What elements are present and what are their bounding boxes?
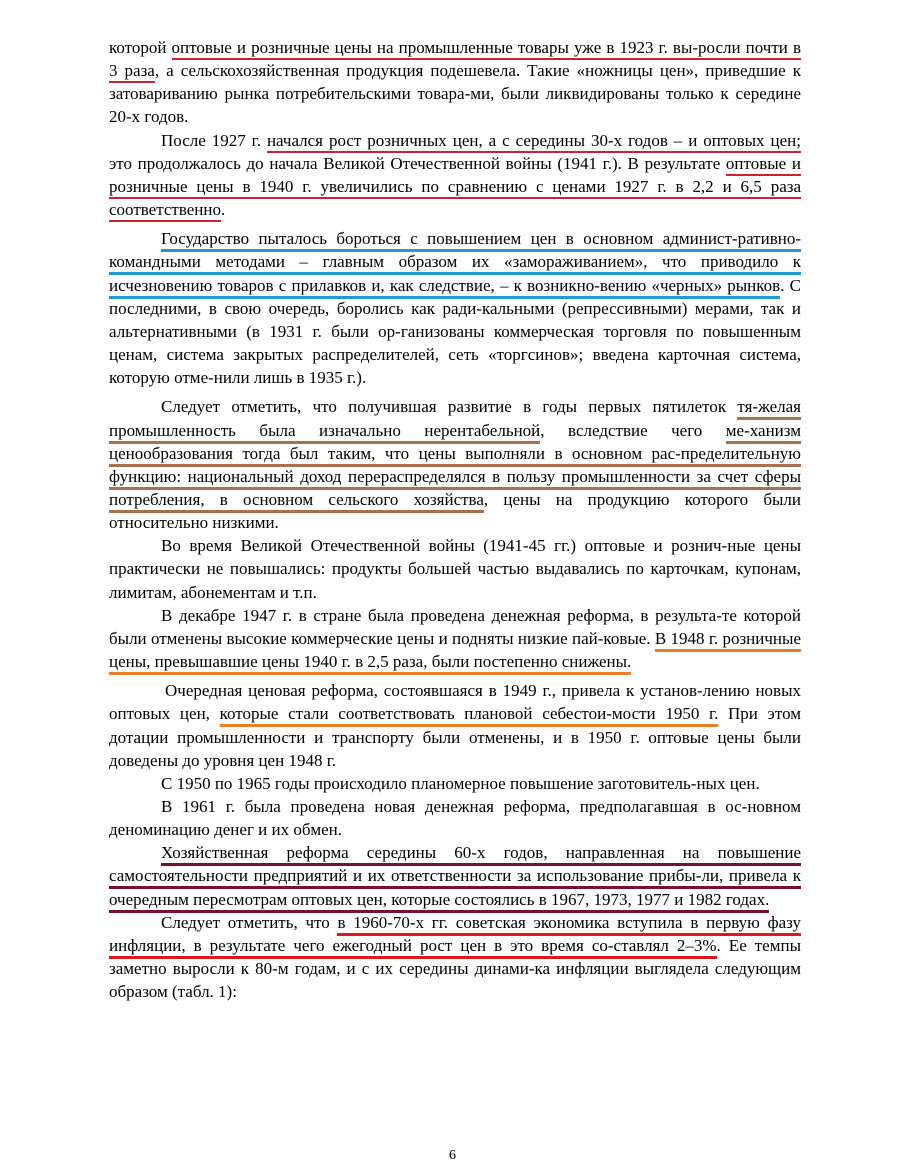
underlined-phrase: оптовые и розничные цены в 1940 г. увеличились по сравнению с ценами 1927 г. в 2,2 и 6,5 раза соответственно xyxy=(109,154,801,222)
text-run: Во время Великой Отечественной войны (1941-45 гг.) оптовые и рознич-ные цены практически не повышались: продукты большей частью выдавались по карточкам, купонам, лимитам, абонементам и т.п. xyxy=(109,536,801,602)
text-run: . С последними, в свою очередь, боролись как ради-кальными (репрессивными) мерами, так и альтернативными (в 1931 г. были ор-ганизованы коммерческая торговля по повышенным ценам, система закрытых распределителей, сеть «торгсинов»; введена карточная система, которую отме-нили лишь в 1935 г.). xyxy=(109,275,801,388)
text-run: В декабре 1947 г. в стране была проведена денежная реформа, в результа-те которой были отменены высокие коммерческие цены и подняты низкие пай-ковые. xyxy=(109,605,801,648)
paragraph-p1 xyxy=(109,36,801,129)
text-run: которой xyxy=(109,38,172,57)
text-run: После 1927 г. xyxy=(161,130,267,150)
paragraph-p11 xyxy=(109,911,801,1004)
paragraph-p9 xyxy=(109,795,801,841)
text-run: При этом дотации промышленности и транспорту были отменены, и в 1950 г. оптовые цены были доведены до уровня цен 1948 г. xyxy=(109,704,801,770)
underlined-phrase: оптовые и розничные цены на промышленные товары уже в 1923 г. вы-росли почти в 3 раза xyxy=(109,38,801,83)
underlined-phrase: в 1960-70-х гг. советская экономика вступила в первую фазу инфляции, в результате чего ежегодный рост цен в это время со-ставлял 2–3% xyxy=(109,913,801,959)
text-run: С 1950 по 1965 годы происходило планомерное повышение заготовитель-ных цен. xyxy=(161,773,760,793)
underlined-phrase: В 1948 г. розничные цены, превышавшие цены 1940 г. в 2,5 раза, были постепенно снижены. xyxy=(109,629,801,675)
paragraph-p4 xyxy=(109,395,801,534)
text-run: . xyxy=(221,200,226,220)
paragraph-p8 xyxy=(109,772,801,795)
underlined-phrase: которые стали соответствовать плановой себестои-мости 1950 г. xyxy=(220,704,719,727)
text-run: , вследствие чего xyxy=(540,420,726,440)
underlined-phrase: начался рост розничных цен, а с середины 30-х годов – и оптовых цен; xyxy=(267,131,801,153)
underlined-phrase: Государство пыталось бороться с повышением цен в основном админист-ративно-командными методами – главным образом их «замораживанием», что приводило к исчезновению товаров с прилавков и, как следствие, – к возникно-вению «черных» рынков xyxy=(109,229,801,298)
text-run: это продолжалось до начала Великой Отечественной войны (1941 г.). В результате xyxy=(109,153,726,173)
paragraph-p10 xyxy=(109,841,801,910)
text-run: , а сельскохозяйственная продукция подешевела. Такие «ножницы цен», приведшие к затовариванию рынка потребительскими товара-ми, были ликвидированы только к середине 20-х годов. xyxy=(109,61,801,127)
paragraph-p5 xyxy=(109,534,801,603)
text-run: , цены на продукцию которого были относительно низкими. xyxy=(109,489,802,533)
text-run: Следует отметить, что получившая развитие в годы первых пятилеток xyxy=(161,397,738,417)
paragraph-p2 xyxy=(109,129,801,222)
text-run: Очередная ценовая реформа, состоявшаяся в 1949 г., привела к установ-лению новых оптовых цен, xyxy=(109,681,801,724)
underlined-phrase: Хозяйственная реформа середины 60-х годов, направленная на повышение самостоятельности предприятий и их ответственности за использование прибы-ли, привела к очередным пересмотрам оптовых цен, которые состоялись в 1967, 1973, 1977 и 1982 годах. xyxy=(109,843,801,912)
page-number: 6 xyxy=(449,1148,456,1163)
paragraph-p3 xyxy=(109,227,801,389)
paragraph-p6 xyxy=(109,604,801,673)
paragraph-p7 xyxy=(109,679,801,772)
text-run: . Ее темпы заметно выросли к 80-м годам, и с их середины динами-ка инфляции выглядела следующим образом (табл. 1): xyxy=(109,935,802,1002)
underlined-phrase: тя-желая промышленность была изначально нерентабельной xyxy=(109,397,801,443)
underlined-phrase: ме-ханизм ценообразования тогда был таким, что цены выполняли в основном рас-пределительную функцию: национальный доход перераспределялся в пользу промышленности за счет сферы потребления, в основном сельского хозяйства xyxy=(109,421,801,513)
text-run: Следует отметить, что xyxy=(161,912,338,932)
body-text xyxy=(109,36,801,1003)
text-run: В 1961 г. была проведена новая денежная реформа, предполагавшая в ос-новном деноминацию денег и их обмен. xyxy=(109,797,801,840)
